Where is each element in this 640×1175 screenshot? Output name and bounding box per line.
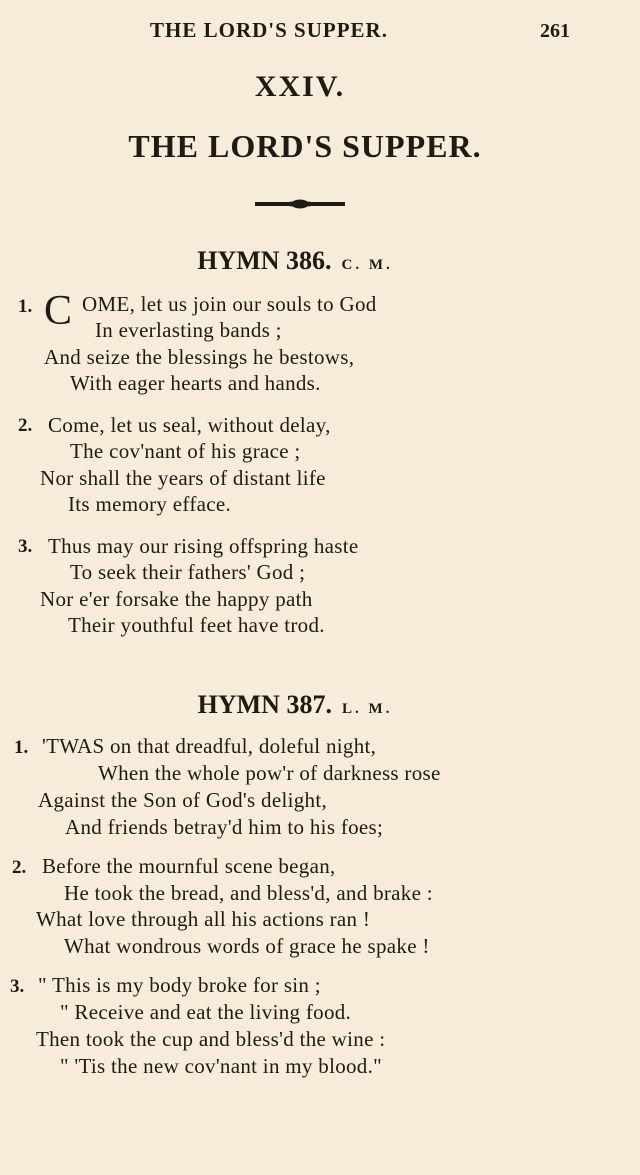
hymn-387-heading [0,690,590,720]
hymn-386-heading [0,246,590,276]
hymn-line: To seek their fathers' God ; [70,560,306,584]
hymn-line: With eager hearts and hands. [70,371,321,395]
hymn-line: " Receive and eat the living food. [60,1000,352,1024]
hymn-line: " 'Tis the new cov'nant in my blood." [60,1054,383,1078]
ornament-divider [255,196,345,212]
hymn-line: And seize the blessings he bestows, [44,345,355,369]
hymn-line: And friends betray'd him to his foes; [65,815,384,839]
running-head: THE LORD'S SUPPER. [150,18,388,42]
verse-number: 3. [18,536,33,557]
verse-number: 3. [10,976,25,997]
hymn-386-title: HYMN 386. [197,246,332,275]
hymn-line: The cov'nant of his grace ; [70,439,301,463]
page-number: 261 [540,20,570,42]
hymn-line: In everlasting bands ; [95,318,282,342]
hymn-line: He took the bread, and bless'd, and brake : [64,881,433,905]
hymn-line: OME, let us join our souls to God [82,292,377,316]
section-number: XXIV. [254,70,346,103]
hymn-line: What love through all his actions ran ! [36,907,371,931]
hymn-line: Then took the cup and bless'd the wine : [36,1027,386,1051]
verse-number: 1. [14,737,29,758]
hymn-line: 'TWAS on that dreadful, doleful night, [42,734,377,758]
hymn-line: Their youthful feet have trod. [68,613,325,637]
hymn-line: Against the Son of God's delight, [38,788,328,812]
hymn-line: Before the mournful scene began, [42,854,336,878]
hymn-387-meter: L. M. [341,701,393,717]
hymn-line: Nor shall the years of distant life [40,466,326,490]
verse-number: 2. [12,857,27,878]
hymn-line: Nor e'er forsake the happy path [40,587,313,611]
hymn-386-meter: C. M. [341,257,393,273]
hymn-line: When the whole pow'r of darkness rose [98,761,441,785]
verse-number: 1. [18,296,33,317]
hymn-line: Thus may our rising offspring haste [48,534,359,558]
hymn-387-title: HYMN 387. [197,690,332,719]
section-title: THE LORD'S SUPPER. [128,128,482,164]
drop-capital: C [44,288,73,334]
hymn-line: Its memory efface. [68,492,232,516]
hymn-line: Come, let us seal, without delay, [48,413,331,437]
verse-number: 2. [18,415,33,436]
hymn-line: What wondrous words of grace he spake ! [64,934,430,958]
hymn-line: " This is my body broke for sin ; [38,973,321,997]
